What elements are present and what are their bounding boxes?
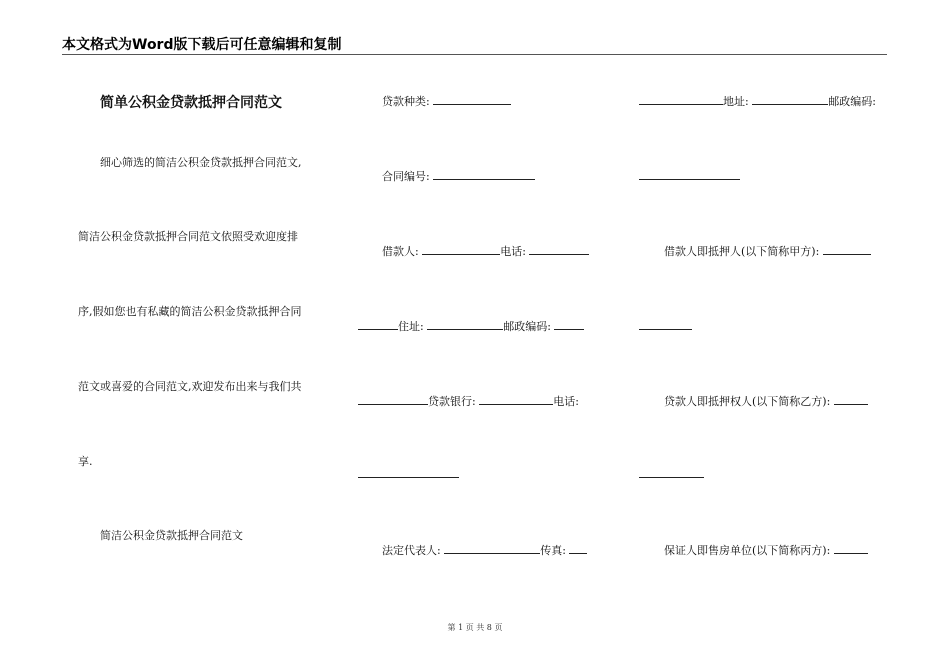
contract-no-row (382, 168, 535, 184)
lending-bank-phone-label: 电话: (553, 395, 579, 408)
borrower-mortgagor-cont-row (639, 318, 692, 334)
c3-address-blank (752, 93, 828, 105)
borrower-mortgagor-blank (823, 243, 871, 255)
postcode-blank (554, 318, 584, 330)
paragraph-line-3: 序,假如您也有私藏的简洁公积金贷款抵押合同 (78, 305, 302, 318)
document-title: 简单公积金贷款抵押合同范文 (100, 95, 282, 111)
c3-postcode-blank (639, 168, 740, 180)
contract-no-blank (433, 168, 535, 180)
header-divider (62, 54, 887, 55)
legal-rep-row (382, 542, 587, 558)
paragraph-line-5: 享. (78, 455, 93, 468)
c3-postcode-row (639, 168, 740, 184)
subheading: 简洁公积金贷款抵押合同范文 (100, 529, 243, 542)
lending-bank-phone-row (358, 466, 459, 482)
c3-address-label: 地址: (723, 95, 749, 108)
fax-label: 传真: (540, 544, 566, 557)
lending-bank-label: 贷款银行: (428, 395, 476, 408)
address-row (358, 318, 584, 334)
guarantor-row (664, 542, 868, 558)
fax-blank (569, 542, 587, 554)
address-postcode-row (639, 93, 876, 109)
lending-bank-phone-blank (358, 466, 459, 478)
address-lead-blank (358, 318, 398, 330)
postcode-label: 邮政编码: (503, 320, 551, 333)
lender-mortgagee-row (664, 393, 868, 409)
guarantor-label: 保证人即售房单位(以下简称丙方): (664, 544, 831, 557)
lending-bank-blank (479, 393, 553, 405)
borrower-phone-label: 电话: (500, 245, 526, 258)
paragraph-line-4: 范文或喜爱的合同范文,欢迎发布出来与我们共 (78, 380, 302, 393)
paragraph-line-2: 简洁公积金贷款抵押合同范文依照受欢迎度排 (78, 230, 298, 243)
lender-mortgagee-blank (834, 393, 868, 405)
paragraph-line-1: 细心筛选的简洁公积金贷款抵押合同范文, (100, 156, 302, 169)
borrower-phone-blank (529, 243, 589, 255)
address-blank (427, 318, 503, 330)
legal-rep-label: 法定代表人: (382, 544, 441, 557)
c3-postcode-label: 邮政编码: (828, 95, 876, 108)
lender-mortgagee-label: 贷款人即抵押权人(以下简称乙方): (664, 395, 831, 408)
loan-type-row (382, 93, 511, 109)
c3-address-lead-blank (639, 93, 723, 105)
borrower-mortgagor-label: 借款人即抵押人(以下简称甲方): (664, 245, 820, 258)
lender-mortgagee-cont-row (639, 466, 704, 482)
page-number: 第 1 页 共 8 页 (447, 623, 503, 632)
loan-type-blank (433, 93, 511, 105)
loan-type-label: 贷款种类: (382, 95, 430, 108)
guarantor-blank (834, 542, 868, 554)
borrower-label: 借款人: (382, 245, 419, 258)
borrower-mortgagor-cont-blank (639, 318, 692, 330)
document-header: 本文格式为Word版下载后可任意编辑和复制 (62, 37, 342, 53)
lender-mortgagee-cont-blank (639, 466, 704, 478)
address-label: 住址: (398, 320, 424, 333)
legal-rep-blank (444, 542, 540, 554)
lending-bank-row (358, 393, 579, 409)
borrower-mortgagor-row (664, 243, 871, 259)
borrower-blank (422, 243, 500, 255)
contract-no-label: 合同编号: (382, 170, 430, 183)
lending-bank-lead-blank (358, 393, 428, 405)
borrower-row (382, 243, 589, 259)
